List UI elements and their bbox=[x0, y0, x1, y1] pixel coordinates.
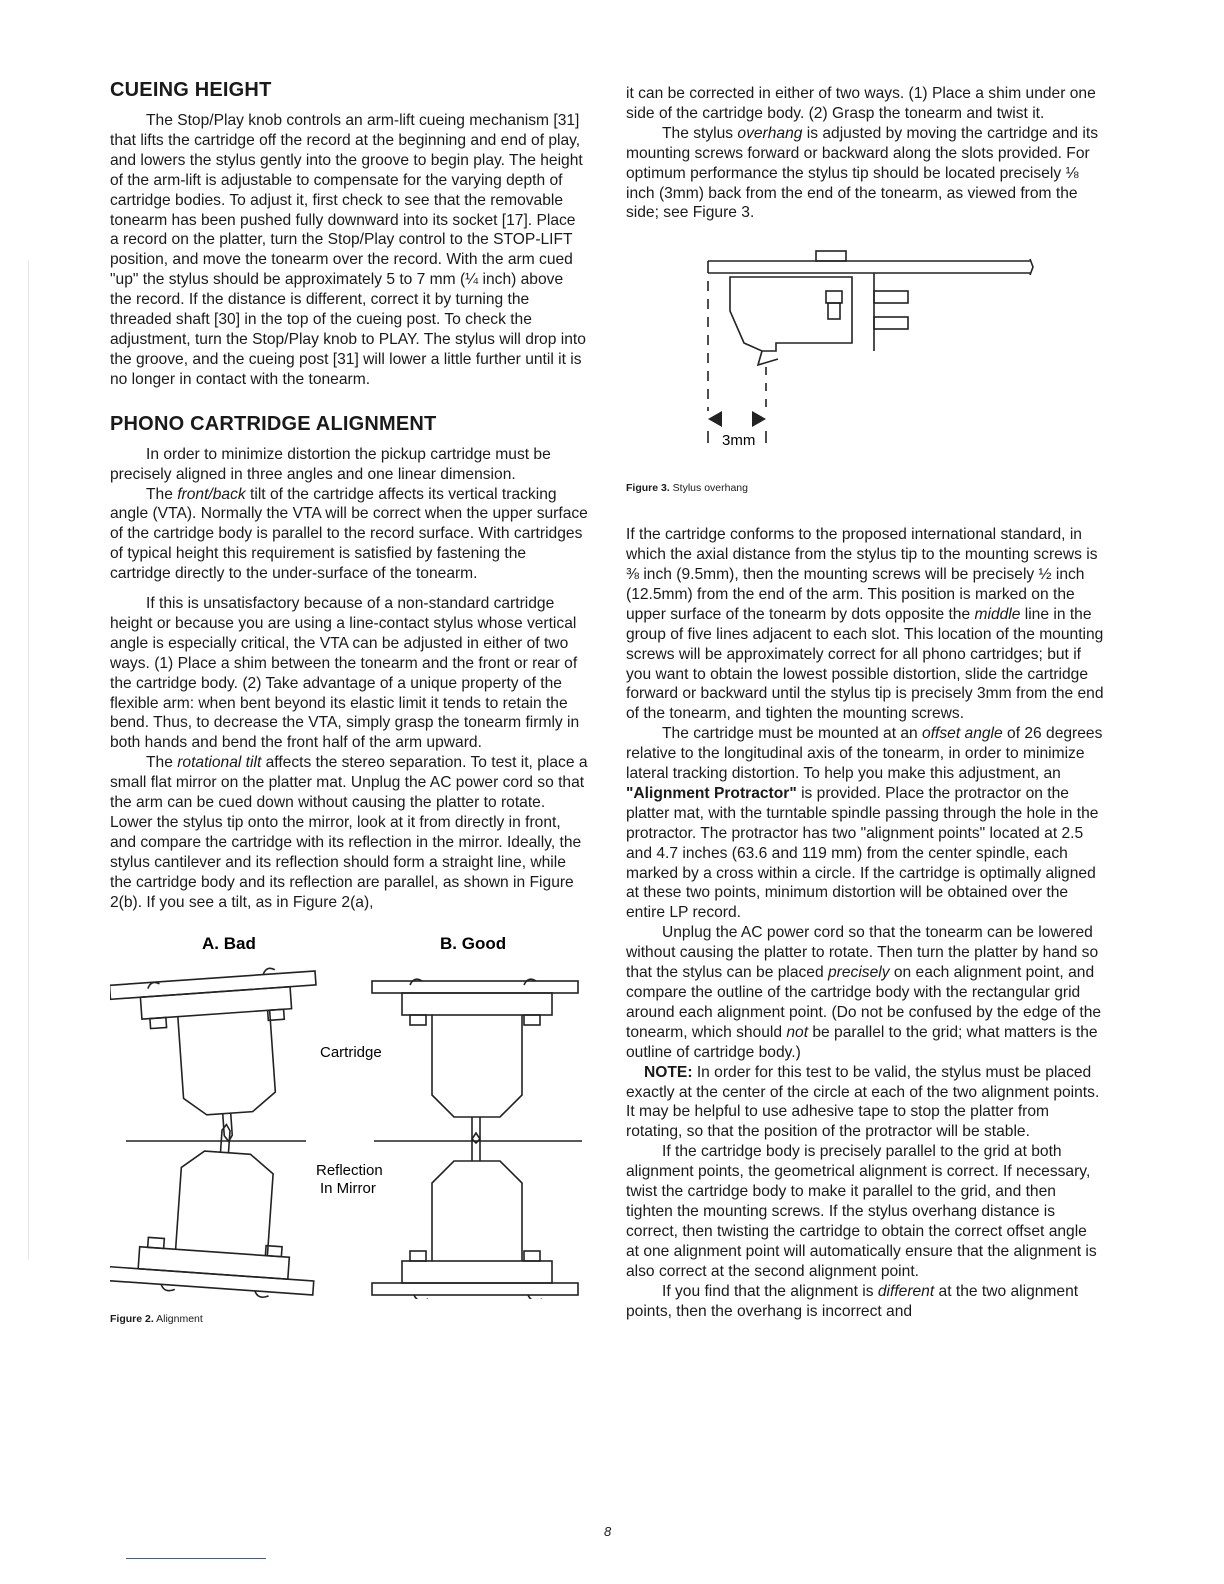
label-good: B. Good bbox=[440, 933, 507, 953]
figure-3-caption: Figure 3. Stylus overhang bbox=[626, 482, 748, 495]
term-not: not bbox=[786, 1023, 809, 1041]
paragraph-rotational-tilt: The rotational tilt affects the stereo separation. To test it, place a small flat mirror on the platter mat. Unplug the AC power cord so that the arm can be cued down without causing the platter to rotate. Lower the stylus tip onto the mirror, look at it from directly in front, and compare the cartridge with its reflection in the mirror. Ideally, the stylus cantilever and its reflection should form a straight line, while the cartridge body and its reflection are parallel, as shown in Figure 2(b). If you see a tilt, as in Figure 2(a), bbox=[110, 754, 588, 911]
page-number: 8 bbox=[604, 1524, 612, 1539]
bad-tonearm bbox=[110, 970, 316, 998]
term-front-back: front/back bbox=[177, 485, 246, 503]
tonearm-clip bbox=[816, 251, 846, 261]
bad-reflection bbox=[110, 1117, 324, 1299]
paragraph-cueing: The Stop/Play knob controls an arm-lift cueing mechanism [31] that lifts the cartridge off the record at the beginning and end of play, and lowers the stylus gently into the groove to begin play. The height of the arm-lift is adjustable to compensate for the varying depth of cartridge bodies. To adjust it, first check to see that the removable tonearm has been pushed fully downward into its socket [17]. Place a record on the platter, turn the Stop/Play control to the STOP-LIFT position, and move the tonearm over the record. With the arm cued "up" the stylus should be approximately 5 to 7 mm (¼ inch) above the record. If the distance is different, correct it by turning the threaded shaft [30] in the top of the cueing post. To check the adjustment, turn the Stop/Play knob to PLAY. The stylus will drop into the groove, and the cueing post [31] will lower a little further until it is no longer in contact with the tonearm. bbox=[110, 112, 586, 388]
paragraph-intro: In order to minimize distortion the pickup cartridge must be precisely aligned in three angles and one linear dimension. bbox=[110, 445, 551, 483]
good-cartridge bbox=[372, 979, 578, 1143]
scan-edge-shadow bbox=[28, 260, 30, 1260]
heading-cueing-height: CUEING HEIGHT bbox=[110, 79, 272, 101]
term-middle: middle bbox=[974, 605, 1021, 623]
term-overhang: overhang bbox=[737, 124, 803, 142]
note-label: NOTE: bbox=[644, 1063, 693, 1081]
paragraph-vta: The front/back tilt of the cartridge affects its vertical tracking angle (VTA). Normally the VTA will be correct when the upper surface of the cartridge body is parallel to the record surface. With cartridges of typical height this requirement is satisfied by fastening the cartridge directly to the under-surface of the tonearm. bbox=[110, 485, 588, 583]
arrow-left-icon bbox=[708, 411, 722, 427]
figure-2-drawing bbox=[110, 927, 588, 1299]
paragraph-overhang: The stylus overhang is adjusted by moving the cartridge and its mounting screws forward or backward along the slots provided. For optimum performance the stylus tip should be located precisely ⅛ inch (3mm) back from the end of the tonearm, as viewed from the side; see Figure 3. bbox=[626, 124, 1099, 222]
paragraph-international-standard: If the cartridge conforms to the proposed international standard, in which the axial distance from the stylus tip to the mounting screws is ⅜ inch (9.5mm), then the mounting screws will be precisely ½ inch (12.5mm) from the end of the arm. This position is marked on the upper surface of the tonearm by dots opposite the middle line in the group of five lines adjacent to each slot. This location of the mounting screws will be approximately correct for all phono cartridges; but if you want to obtain the lowest possible distortion, slide the cartridge forward or backward until the stylus tip is precisely 3mm from the end of the tonearm, and tighten the mounting screws. bbox=[626, 526, 1104, 723]
paragraph-note: NOTE: In order for this test to be valid, the stylus must be placed exactly at the center of the circle at each of the two alignment points. It may be helpful to use adhesive tape to stop the platter from rotating, so that the position of the protractor will be stable. bbox=[626, 1063, 1100, 1141]
term-different: different bbox=[877, 1282, 935, 1300]
figure-2-alignment bbox=[110, 927, 588, 1331]
bad-cartridge bbox=[110, 965, 326, 1149]
label-in-mirror: In Mirror bbox=[320, 1179, 376, 1197]
label-3mm: 3mm bbox=[722, 432, 756, 450]
good-tonearm bbox=[372, 981, 578, 993]
arrow-right-icon bbox=[752, 411, 766, 427]
heading-phono-alignment: PHONO CARTRIDGE ALIGNMENT bbox=[110, 412, 437, 435]
paragraph-offset-angle: The cartridge must be mounted at an offset angle of 26 degrees relative to the longitudinal axis of the tonearm, in order to minimize lateral tracking distortion. To help you make this adjustment, an "Alignment Protractor" is provided. Place the protractor on the platter mat, with the turntable spindle passing through the hole in the protractor. The protractor has two "alignment points" located at 2.5 and 4.7 inches (63.6 and 119 mm) from the center spindle, each marked by a cross within a circle. If the cartridge is optimally aligned at these two points, minimum distortion will be obtained over the entire LP record. bbox=[626, 725, 1103, 922]
figure-3-overhang bbox=[626, 247, 1104, 499]
paragraph-different: If you find that the alignment is different at the two alignment points, then the overhang is incorrect and bbox=[626, 1282, 1079, 1320]
label-bad: A. Bad bbox=[202, 933, 256, 953]
scan-underline-mark bbox=[126, 1558, 266, 1559]
label-reflection: Reflection bbox=[316, 1161, 383, 1179]
term-rotational-tilt: rotational tilt bbox=[177, 754, 262, 772]
term-precisely: precisely bbox=[827, 964, 890, 982]
left-column bbox=[110, 78, 588, 1330]
figure-2-caption: Figure 2. Alignment bbox=[110, 1313, 203, 1326]
right-column bbox=[626, 84, 1104, 1321]
good-reflection bbox=[372, 1133, 578, 1299]
paragraph-vta-adjust: If this is unsatisfactory because of a non-standard cartridge height or because you are using a line-contact stylus whose vertical angle is especially critical, the VTA can be adjusted in either of two ways. (1) Place a shim between the tonearm and the front or rear of the cartridge body. (2) Take advantage of a unique property of the flexible arm: when bent beyond its elastic limit it tends to retain the bend. Thus, to decrease the VTA, simply grasp the tonearm firmly in both hands and bend the front half of the arm upward. bbox=[110, 595, 580, 752]
cartridge-body bbox=[730, 277, 852, 351]
term-offset-angle: offset angle bbox=[922, 725, 1003, 743]
figure-3-drawing bbox=[626, 247, 1104, 469]
paragraph-parallel: If the cartridge body is precisely parallel to the grid at both alignment points, the geometrical alignment is correct. If necessary, twist the cartridge body to make it parallel to the grid, and then tighten the mounting screws. If the stylus overhang distance is correct, then twisting the cartridge to obtain the correct offset angle at one alignment point will automatically ensure that the alignment is also correct at the second alignment point. bbox=[626, 1143, 1097, 1280]
paragraph-unplug: Unplug the AC power cord so that the tonearm can be lowered without causing the platter to rotate. Then turn the platter by hand so that the stylus can be placed precisely on each alignment point, and compare the outline of the cartridge body with the rectangular grid around each alignment point. (Do not be confused by the edge of the tonearm, which should not be parallel to the grid; what matters is the outline of cartridge body.) bbox=[626, 924, 1102, 1061]
paragraph-correction: it can be corrected in either of two ways. (1) Place a shim under one side of the cartridge body. (2) Grasp the tonearm and twist it. bbox=[626, 85, 1096, 122]
term-alignment-protractor: "Alignment Protractor" bbox=[626, 784, 797, 802]
label-cartridge: Cartridge bbox=[320, 1043, 382, 1061]
